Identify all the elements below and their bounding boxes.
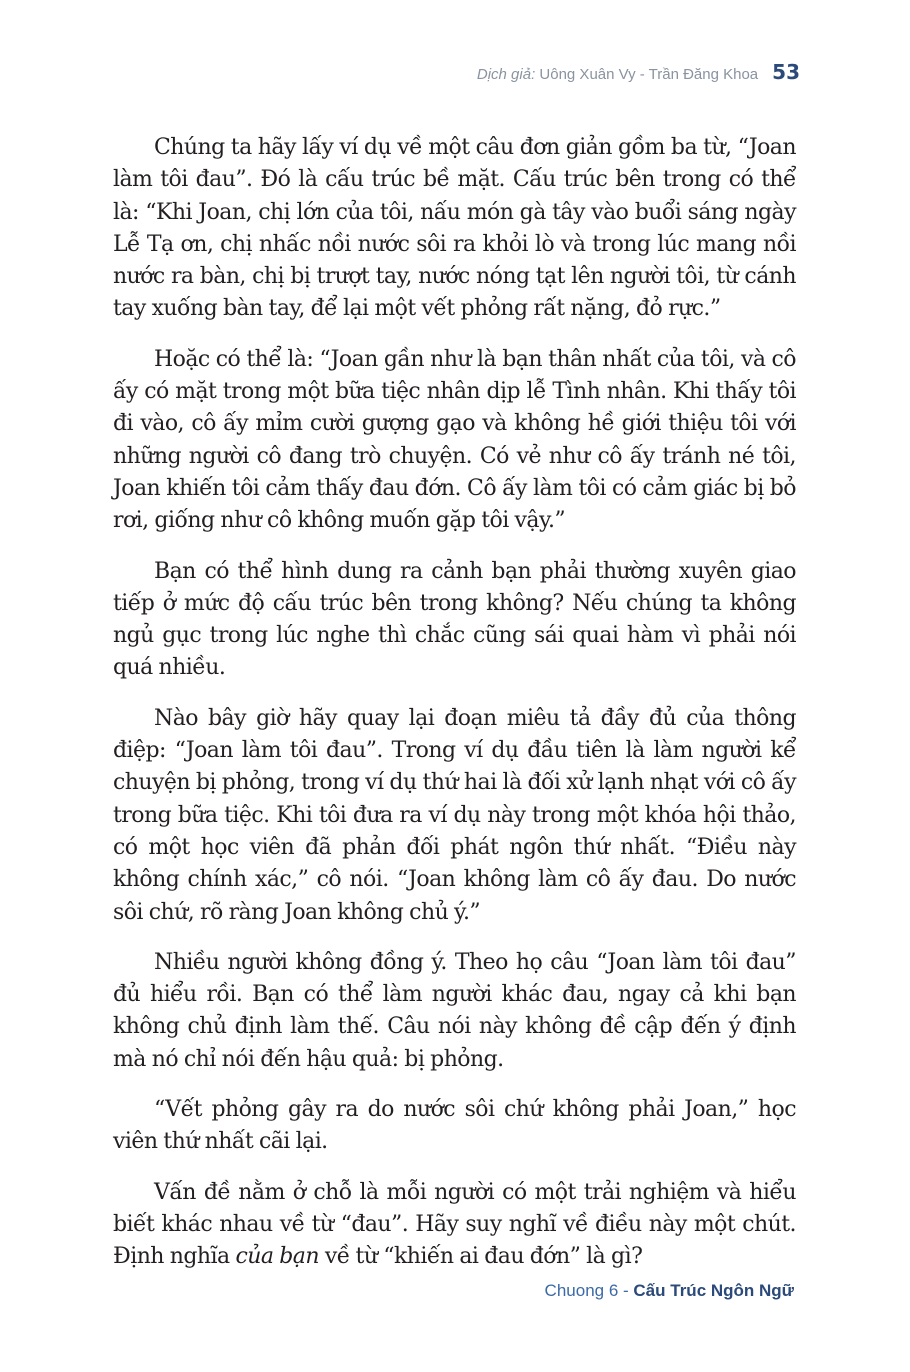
paragraph: Chúng ta hãy lấy ví dụ về một câu đơn giản gồm ba từ, “Joan làm tôi đau”. Đó là cấu trúc bề mặt. Cấu trúc bên trong có thể là: “Khi Joan, chị lớn của tôi, nấu món gà tây vào buổi sáng ngày Lễ Tạ ơn, chị nhấc nồi nước sôi ra khỏi lò và trong lúc mang nồi nước ra bàn, chị bị trượt tay, nước nóng tạt lên người tôi, từ cánh tay xuống bàn tay, để lại một vết phỏng rất nặng, đỏ rực.” [113,135,796,322]
paragraph-last [113,1177,796,1274]
paragraph: Bạn có thể hình dung ra cảnh bạn phải thường xuyên giao tiếp ở mức độ cấu trúc bên trong không? Nếu chúng ta không ngủ gục trong lúc nghe thì chắc cũng sái quai hàm vì phải nói quá nhiều. [113,558,796,681]
paragraph: “Vết phỏng gây ra do nước sôi chứ không phải Joan,” học viên thứ nhất cãi lại. [113,1097,796,1155]
paragraph: Nhiều người không đồng ý. Theo họ câu “Joan làm tôi đau” đủ hiểu rồi. Bạn có thể làm người khác đau, ngay cả khi bạn không chủ định làm thế. Câu nói này không đề cập đến ý định mà nó chỉ nói đến hậu quả: bị phỏng. [113,949,796,1072]
header-translators [477,66,758,83]
paragraph: Nào bây giờ hãy quay lại đoạn miêu tả đầy đủ của thông điệp: “Joan làm tôi đau”. Trong ví dụ đầu tiên là làm người kể chuyện bị phỏng, trong ví dụ thứ hai là đối xử lạnh nhạt với cô ấy trong bữa tiệc. Khi tôi đưa ra ví dụ này trong một khóa hội thảo, có một học viên đã phản đối phát ngôn thứ nhất. “Điều này không chính xác,” cô nói. “Joan không làm cô ấy đau. Do nước sôi chứ, rõ ràng Joan không chủ ý.” [113,705,796,925]
running-header [477,60,800,84]
paragraph-text: Vấn đề nằm ở chỗ là mỗi người có một trải nghiệm và hiểu biết khác nhau về từ “đau”. Hãy suy nghĩ về điều này một chút. Định nghĩa [113,1179,796,1270]
header-translator-names: Uông Xuân Vy - Trần Đăng Khoa [539,66,759,83]
header-label: Dịch giả: [476,66,536,83]
footer-chapter-title: Cấu Trúc Ngôn Ngữ [633,1281,794,1300]
emphasis-text: của bạn [235,1244,319,1270]
body-text [113,132,796,1292]
footer-chapter: Chuong 6 - [544,1281,629,1300]
running-footer [545,1281,794,1301]
paragraph-text: về từ “khiến ai đau đớn” là gì? [318,1244,643,1270]
page-number: 53 [772,60,800,84]
paragraph: Hoặc có thể là: “Joan gần như là bạn thân nhất của tôi, và cô ấy có mặt trong một bữa tiệc nhân dịp lễ Tình nhân. Khi thấy tôi đi vào, cô ấy mỉm cười gượng gạo và không hề giới thiệu tôi với những người cô đang trò chuyện. Có vẻ như cô ấy tránh né tôi, Joan khiến tôi cảm thấy đau đớn. Cô ấy làm tôi có cảm giác bị bỏ rơi, giống như cô không muốn gặp tôi vậy.” [113,346,796,534]
